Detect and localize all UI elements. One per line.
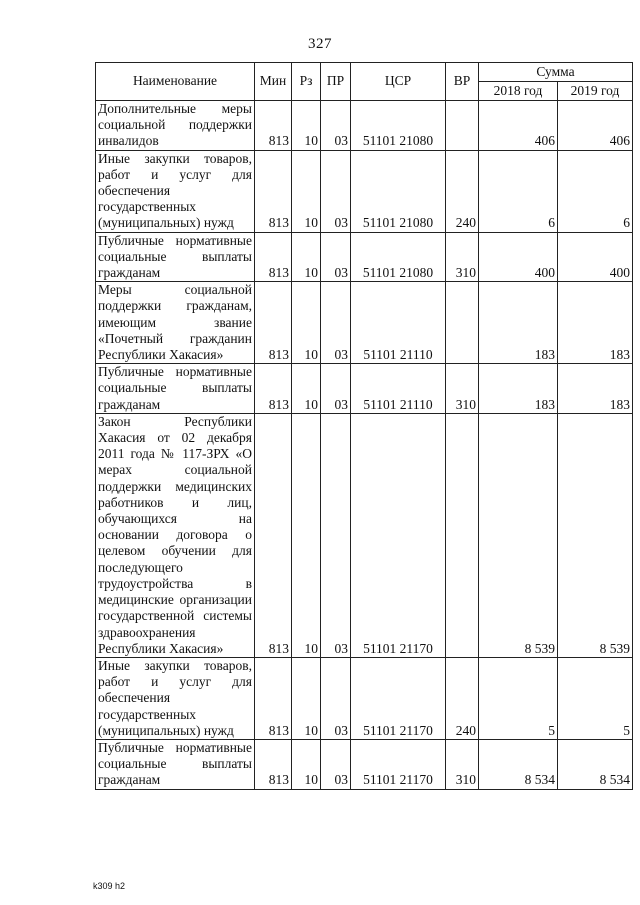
table-cell-min: 813 xyxy=(255,364,292,414)
table-cell-name: Иные закупки товаров, работ и услуг для обеспечения государственных (муниципальных) нужд xyxy=(96,150,255,232)
table-cell-min: 813 xyxy=(255,739,292,789)
table-row xyxy=(96,150,633,232)
table-cell-rz: 10 xyxy=(292,364,321,414)
table-cell-rz: 10 xyxy=(292,282,321,364)
table-cell-name: Публичные нормативные социальные выплаты гражданам xyxy=(96,232,255,282)
table-cell-name: Публичные нормативные социальные выплаты гражданам xyxy=(96,364,255,414)
table-cell-2018: 183 xyxy=(479,282,558,364)
table-cell-pr: 03 xyxy=(321,150,351,232)
table-cell-rz: 10 xyxy=(292,657,321,739)
header-vr: ВР xyxy=(446,63,479,101)
table-cell-vr: 310 xyxy=(446,364,479,414)
table-cell-rz: 10 xyxy=(292,232,321,282)
table-cell-2018: 6 xyxy=(479,150,558,232)
table-cell-vr xyxy=(446,413,479,657)
table-cell-min: 813 xyxy=(255,657,292,739)
table-cell-2019: 8 534 xyxy=(558,739,633,789)
table-cell-min: 813 xyxy=(255,232,292,282)
table-cell-csr: 51101 21170 xyxy=(351,413,446,657)
table-cell-2019: 183 xyxy=(558,364,633,414)
table-row xyxy=(96,232,633,282)
table-cell-csr: 51101 21110 xyxy=(351,282,446,364)
header-year-2019: 2019 год xyxy=(558,82,633,101)
table-cell-vr xyxy=(446,282,479,364)
table-cell-rz: 10 xyxy=(292,739,321,789)
header-sum: Сумма xyxy=(479,63,633,82)
table-cell-pr: 03 xyxy=(321,364,351,414)
table-cell-csr: 51101 21080 xyxy=(351,101,446,151)
table-cell-2019: 6 xyxy=(558,150,633,232)
table-cell-2019: 406 xyxy=(558,101,633,151)
table-cell-pr: 03 xyxy=(321,282,351,364)
table-cell-csr: 51101 21080 xyxy=(351,150,446,232)
table-cell-pr: 03 xyxy=(321,413,351,657)
header-year-2018: 2018 год xyxy=(479,82,558,101)
table-row xyxy=(96,739,633,789)
table-row xyxy=(96,413,633,657)
header-min: Мин xyxy=(255,63,292,101)
table-cell-name: Дополнительные меры социальной поддержки инвалидов xyxy=(96,101,255,151)
table-cell-2018: 8 539 xyxy=(479,413,558,657)
header-rz: Рз xyxy=(292,63,321,101)
table-cell-name: Публичные нормативные социальные выплаты гражданам xyxy=(96,739,255,789)
table-cell-csr: 51101 21170 xyxy=(351,657,446,739)
table-cell-rz: 10 xyxy=(292,150,321,232)
table-cell-2019: 183 xyxy=(558,282,633,364)
table-cell-name: Закон Республики Хакасия от 02 декабря 2011 года № 117-ЗРХ «О мерах социальной поддержки медицинских работников и лиц, обучающихся на основании договора о целевом обучении для последующего трудоустройства в медицинские организации государственной системы здравоохранения Республики Хакасия» xyxy=(96,413,255,657)
table-cell-rz: 10 xyxy=(292,101,321,151)
table-row xyxy=(96,282,633,364)
table-cell-csr: 51101 21170 xyxy=(351,739,446,789)
table-cell-csr: 51101 21080 xyxy=(351,232,446,282)
table-row xyxy=(96,657,633,739)
table-cell-2019: 400 xyxy=(558,232,633,282)
table-cell-2019: 8 539 xyxy=(558,413,633,657)
table-cell-2018: 5 xyxy=(479,657,558,739)
table-cell-min: 813 xyxy=(255,101,292,151)
table-cell-pr: 03 xyxy=(321,232,351,282)
table-cell-2018: 183 xyxy=(479,364,558,414)
table-cell-name: Меры социальной поддержки гражданам, имеющим звание «Почетный гражданин Республики Хакасия» xyxy=(96,282,255,364)
table-cell-2018: 406 xyxy=(479,101,558,151)
table-cell-pr: 03 xyxy=(321,101,351,151)
header-pr: ПР xyxy=(321,63,351,101)
table-cell-vr: 240 xyxy=(446,150,479,232)
page-number: 327 xyxy=(308,36,332,52)
footer-code: k309 h2 xyxy=(93,881,126,891)
table-cell-min: 813 xyxy=(255,413,292,657)
budget-table xyxy=(95,62,633,790)
table-cell-vr: 310 xyxy=(446,739,479,789)
table-cell-2019: 5 xyxy=(558,657,633,739)
table-cell-vr xyxy=(446,101,479,151)
header-csr: ЦСР xyxy=(351,63,446,101)
table-cell-min: 813 xyxy=(255,282,292,364)
table-row xyxy=(96,101,633,151)
table-cell-min: 813 xyxy=(255,150,292,232)
table-cell-rz: 10 xyxy=(292,413,321,657)
table-cell-name: Иные закупки товаров, работ и услуг для обеспечения государственных (муниципальных) нужд xyxy=(96,657,255,739)
table-cell-pr: 03 xyxy=(321,657,351,739)
table-cell-vr: 240 xyxy=(446,657,479,739)
table-cell-pr: 03 xyxy=(321,739,351,789)
table-row xyxy=(96,364,633,414)
table-cell-2018: 8 534 xyxy=(479,739,558,789)
table-cell-csr: 51101 21110 xyxy=(351,364,446,414)
header-name: Наименование xyxy=(96,63,255,101)
table-cell-vr: 310 xyxy=(446,232,479,282)
table-cell-2018: 400 xyxy=(479,232,558,282)
